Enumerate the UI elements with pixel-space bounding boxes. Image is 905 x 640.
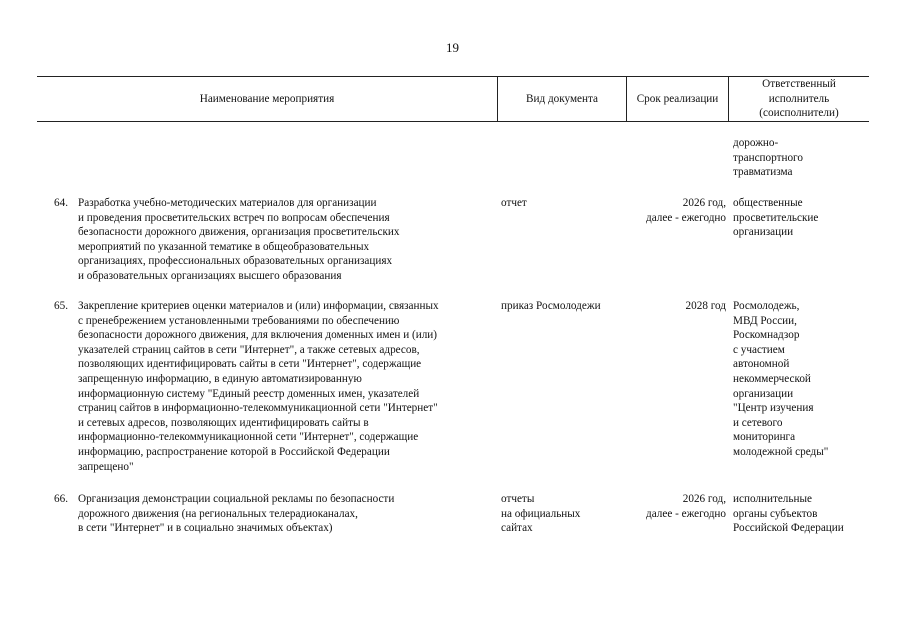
row-doc-type: отчеты на официальных сайтах	[501, 493, 581, 535]
header-responsible-label: Ответственный исполнитель (соисполнители)	[759, 78, 839, 120]
header-name-column	[37, 77, 497, 121]
table-header-bottom-rule	[37, 121, 869, 122]
row-number: 65.	[54, 300, 68, 312]
header-term-column	[627, 77, 728, 121]
row-number: 64.	[54, 197, 68, 209]
row-name: Разработка учебно-методических материалов для организации и проведения просветительских встреч по вопросам обеспечения безопасности дорожного движения, организация просветительских мероприятий по указанной тематике в общеобразовательных организациях, профессиональных образовательных организациях и образовательных организациях высшего образования	[78, 197, 400, 282]
row-responsible: Росмолодежь, МВД России, Роскомнадзор с участием автономной некоммерческой организации "Центр изучения и сетевого мониторинга молодежной среды"	[733, 300, 829, 458]
row-responsible: общественные просветительские организации	[733, 197, 819, 239]
row-number: 66.	[54, 493, 68, 505]
row-name: Закрепление критериев оценки материалов и (или) информации, связанных с пренебрежением установленными требованиями по обеспечению безопасности дорожного движения, для включения доменных имен и (или) указателей страниц сайтов в сети "Интернет", а также сетевых адресов, позволяющих идентифицировать сайты в сети "Интернет", содержащие запрещенную информацию, в единую автоматизированную информационную систему "Единый реестр доменных имен, указателей страниц сайтов в информационно-телекоммуникационной сети "Интернет" и сетевых адресов, позволяющих идентифицировать сайты в информационно-телекоммуникационной сети "Интернет", содержащие информацию, распространение которой в Российской Федерации запрещено"	[78, 300, 439, 473]
continuation-responsible: дорожно- транспортного травматизма	[733, 137, 803, 179]
page-number: 19	[446, 40, 459, 55]
row-doc-type: приказ Росмолодежи	[501, 300, 601, 312]
row-term: 2026 год, далее - ежегодно	[646, 197, 726, 224]
header-term-label: Срок реализации	[636, 92, 719, 105]
row-name: Организация демонстрации социальной рекламы по безопасности дорожного движения (на региональных телерадиоканалах, в сети "Интернет" и в социально значимых объектах)	[78, 493, 395, 535]
row-term: 2028 год	[685, 300, 726, 312]
header-doc-type-label: Вид документа	[526, 92, 598, 105]
header-name-label: Наименование мероприятия	[199, 92, 335, 105]
row-responsible: исполнительные органы субъектов Российской Федерации	[733, 493, 844, 535]
row-doc-type: отчет	[501, 197, 527, 209]
row-term: 2026 год, далее - ежегодно	[646, 493, 726, 520]
header-doc-type-column	[498, 77, 626, 121]
header-responsible-column	[729, 77, 869, 121]
